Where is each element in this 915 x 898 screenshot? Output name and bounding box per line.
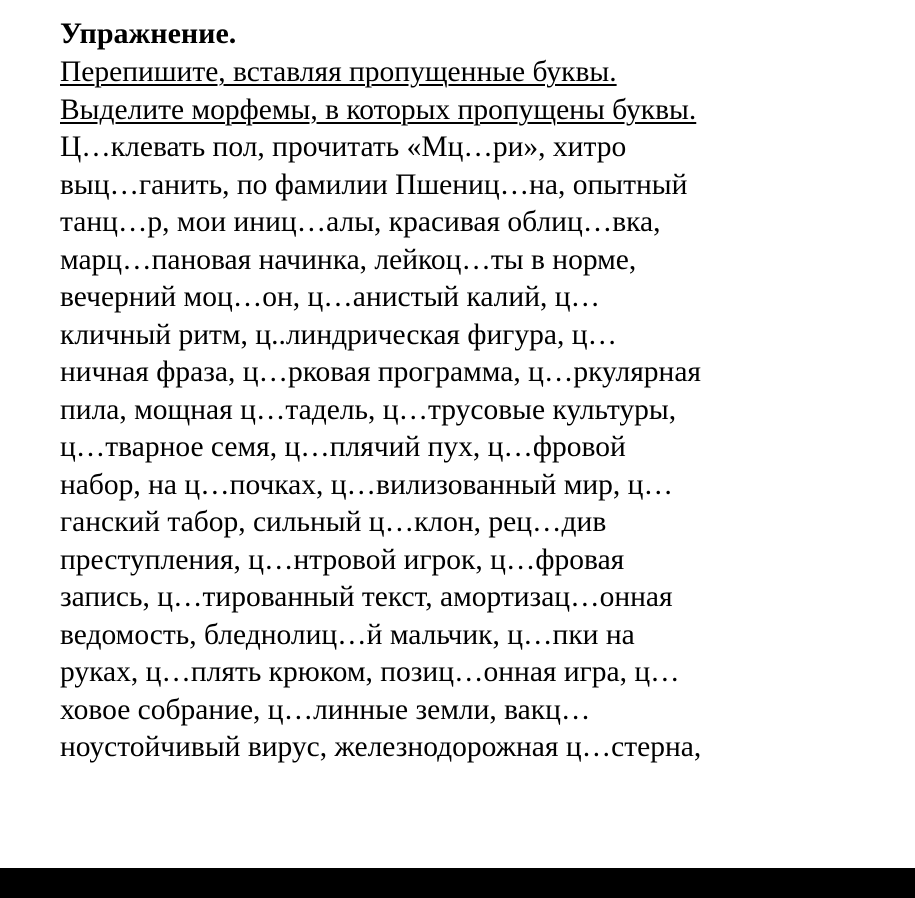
- document-page: [60, 14, 910, 767]
- text-line: пила, мощная ц…тадель, ц…трусовые культуры,: [60, 393, 677, 426]
- text-line: танц…р, мои иниц…алы, красивая облиц…вка,: [60, 206, 661, 238]
- instruction-line: Перепишите, вставляя пропущенные буквы.: [60, 56, 617, 88]
- text-line: вечерний моц…он, ц…анистый калий, ц…: [60, 281, 601, 313]
- text-line: кличный ритм, ц..линдрическая фигура, ц…: [60, 318, 617, 351]
- text-line: Ц…клевать пол, прочитать «Мц…ри», хитро: [60, 131, 627, 163]
- screen-bottom-bar: [0, 868, 915, 898]
- text-line: преступления, ц…нтровой игрок, ц…фровая: [60, 543, 625, 576]
- text-line: марц…пановая начинка, лейкоц…ты в норме,: [60, 243, 637, 276]
- text-line: ц…тварное семя, ц…плячий пух, ц…фровой: [60, 431, 626, 463]
- text-line: выц…ганить, по фамилии Пшениц…на, опытный: [60, 168, 688, 201]
- exercise-title: Упражнение.: [60, 17, 237, 50]
- exercise-instructions: [60, 54, 910, 129]
- text-line: запись, ц…тированный текст, амортизац…онная: [60, 581, 673, 613]
- text-line: руках, ц…плять крюком, позиц…онная игра, ц…: [60, 656, 680, 688]
- instruction-line: Выделите морфемы, в которых пропущены буквы.: [60, 93, 697, 126]
- exercise-text: [60, 129, 910, 767]
- text-line: ничная фраза, ц…рковая программа, ц…ркулярная: [60, 356, 701, 388]
- text-line: ховое собрание, ц…линные земли, вакц…: [60, 693, 591, 726]
- text-line: ведомость, бледнолиц…й мальчик, ц…пки на: [60, 618, 635, 651]
- text-line: ганский табор, сильный ц…клон, рец…див: [60, 506, 607, 538]
- text-line: ноустойчивый вирус, железнодорожная ц…стерна,: [60, 731, 702, 763]
- text-line: набор, на ц…почках, ц…вилизованный мир, ц…: [60, 468, 673, 501]
